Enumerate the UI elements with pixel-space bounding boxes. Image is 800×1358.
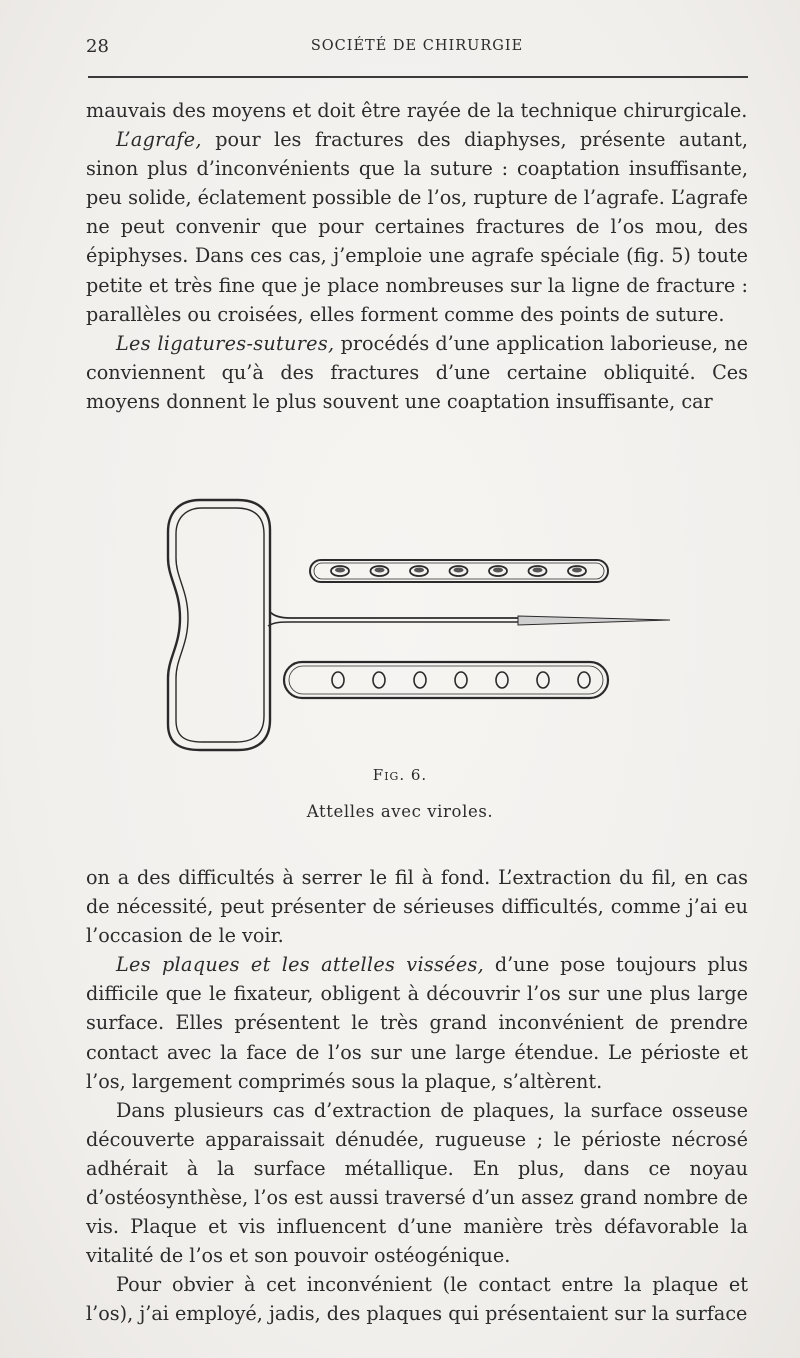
wire-shaft-lower [268,622,518,626]
italic-lead: Les plaques et les attelles vissées, [116,953,485,977]
paragraph-text: on a des difficultés à serrer le fil à fond. L’extraction du fil, en cas de nécessité, peut présenter de sérieuses difficultés, comme j’ai eu l’occasion de le voir. [86,866,748,948]
needle-tip [518,616,670,625]
splint-hole [537,672,549,688]
page-number: 28 [86,36,109,57]
figure-label: Fig. 6. [372,766,428,784]
paragraph-extraction [86,1096,748,1271]
italic-lead: Les ligatures-sutures, [116,331,335,355]
running-head: SOCIÉTÉ DE CHIRURGIE [310,38,524,54]
italic-lead: L’agrafe, [116,128,202,152]
splint-hole [373,672,385,688]
ferrule-group [331,566,586,576]
text-block-bottom [86,863,748,1329]
wire-handle-inner [176,508,264,742]
header-rule [88,76,748,78]
paragraph-ligatures [86,329,748,416]
splint-hole [455,672,467,688]
ferrule-bore [454,568,464,573]
hole-group [332,672,590,688]
paragraph-continuation [86,863,748,950]
ferrule-bore [375,568,385,573]
paragraph-text: Dans plusieurs cas d’extraction de plaques, la surface osseuse découverte apparaissait dénudée, rugueuse ; le périoste nécrosé adhérait à la surface métallique. En plus, dans ce noyau d’ostéosynthèse, l’os est aussi traversé d’un assez grand nombre de vis. Plaque et vis influencent d’une manière très défavorable la vitalité de l’os et son pouvoir ostéogénique. [86,1098,748,1268]
paragraph-obvier [86,1270,748,1328]
splint-hole [332,672,344,688]
paragraph-continuation [86,96,748,125]
splint-hole [496,672,508,688]
paragraph-text: d’une pose toujours plus difficile que le fixateur, obligent à découvrir l’os sur une plus large surface. Elles présentent le très grand inconvénient de prendre contact avec la face de l’os sur une large étendue. Le périoste et l’os, largement comprimés sous la plaque, s’altèrent. [86,953,748,1093]
figure-6-illustration [150,488,670,760]
ferrule-bore [533,568,543,573]
paragraph-text: pour les fractures des diaphyses, présente autant, sinon plus d’inconvénients que la suture : coaptation insuffisante, peu solide, éclatement possible de l’os, rupture de l’agrafe. L’agrafe ne peut convenir que pour certaines fractures de l’os mou, des épiphyses. Dans ces cas, j’emploie une agrafe spéciale (fig. 5) toute petite et très fine que je place nombreuses sur la ligne de fracture : parallèles ou croisées, elles forment comme des points de suture. [86,128,748,326]
splint-hole [414,672,426,688]
ferrule-bore [493,568,503,573]
paragraph-text: procédés d’une application laborieuse, ne conviennent qu’à des fractures d’une certaine obliquité. Ces moyens donnent le plus souvent une coaptation insuffisante, car [86,331,748,413]
paragraph-text: Pour obvier à cet inconvénient (le contact entre la plaque et l’os), j’ai employé, jadis, des plaques qui présentaient sur la surface [86,1273,748,1326]
ferrule-bore [572,568,582,573]
page-header [86,36,748,60]
paragraph-agrafe [86,125,748,329]
ferrule-bore [414,568,424,573]
text-block-top [86,96,748,416]
ferrule-bore [335,568,345,573]
splint-hole [578,672,590,688]
wire-handle-outer [168,500,270,750]
paragraph-text: mauvais des moyens et doit être rayée de la technique chirurgicale. [86,99,748,122]
figure-caption: Attelles avec viroles. [306,802,494,821]
wire-shaft [270,612,518,618]
paragraph-plaques [86,950,748,1095]
